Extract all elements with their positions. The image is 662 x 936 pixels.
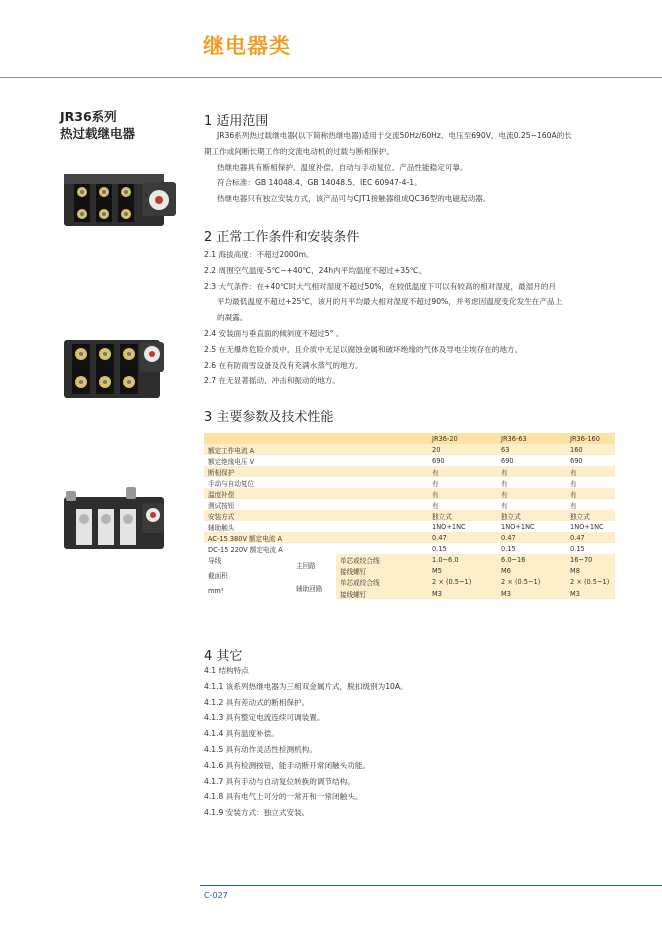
s2-line-4: 2.4 安装面与垂直面的倾斜度不超过5° 。 xyxy=(204,328,344,338)
section-3-title: 3 主要参数及技术性能 xyxy=(204,410,334,425)
section-1-body xyxy=(204,128,572,207)
row-label: 手动与自动复位 xyxy=(204,477,428,488)
table-row: 手动与自动复位 有 有 有 xyxy=(204,477,615,488)
s4-line-5: 4.1.5 具有动作灵活性检测机构。 xyxy=(204,744,317,754)
section-4-body xyxy=(204,663,408,821)
aux-circuit-label: 辅助回路 xyxy=(292,576,336,599)
table-row: 额定绝缘电压 V 690 690 690 xyxy=(204,455,615,466)
row-label: 额定工作电流 A xyxy=(204,444,428,455)
table-row: 温度补偿 有 有 有 xyxy=(204,488,615,499)
series-title-line2: 热过载继电器 xyxy=(60,126,136,141)
s2-line-3c: 的凝露。 xyxy=(217,313,248,323)
series-title-line1: JR36系列 xyxy=(60,109,117,124)
table-header-row xyxy=(204,433,615,444)
s2-line-1: 2.1 海拔高度：不超过2000m。 xyxy=(204,250,314,259)
s1-paragraph-1b: 期工作或间断长期工作的交流电动机的过载与断相保护。 xyxy=(204,146,394,156)
s2-line-5: 2.5 在无爆炸危险介质中，且介质中无足以腐蚀金属和破坏绝缘的气体及导电尘埃存在的地方。 xyxy=(204,344,523,354)
page-title: 继电器类 xyxy=(203,34,291,58)
section-2-title: 2 正常工作条件和安装条件 xyxy=(204,230,360,245)
section-1-title: 1 适用范围 xyxy=(204,114,269,129)
s4-line-6: 4.1.6 具有检测按钮，能手动断开常闭触头功能。 xyxy=(204,760,371,770)
row-label: 安装方式 xyxy=(204,510,428,521)
s2-line-3a: 2.3 大气条件：在+40℃时大气相对湿度不超过50%，在较低温度下可以有较高的相对湿度，最湿月的月 xyxy=(204,281,557,291)
table-row: 辅助回路 单芯或绞合线 2 × (0.5~1) 2 × (0.5~1) 2 × (0.5~1) xyxy=(204,576,615,588)
footer-divider xyxy=(200,885,662,886)
section-2-body xyxy=(204,247,562,389)
table-row: 断相保护 有 有 有 xyxy=(204,466,615,477)
relay-photo-jr36-160 xyxy=(62,487,180,557)
section-4-title: 4 其它 xyxy=(204,649,243,664)
row-label: 额定绝缘电压 V xyxy=(204,455,428,466)
s1-paragraph-3: 符合标准：GB 14048.4、GB 14048.5、IEC 60947-4-1。 xyxy=(217,178,422,188)
row-label: AC-15 380V 额定电流 A xyxy=(204,532,428,543)
wire-size-label: 导线 截面积 mm² xyxy=(204,554,292,599)
s2-line-2: 2.2 周围空气温度-5℃~+40℃，24h内平均温度不超过+35℃。 xyxy=(204,265,427,275)
row-label: 测试按钮 xyxy=(204,499,428,510)
col-header-jr36-63: JR36-63 xyxy=(497,433,566,444)
table-row: AC-15 380V 额定电流 A 0.47 0.47 0.47 xyxy=(204,532,615,543)
table-row: 导线 截面积 mm² 主回路 单芯或绞合线 1.0~6.0 6.0~16 16~70 xyxy=(204,554,615,565)
s4-line-8: 4.1.8 具有电气上可分的一常开和一常闭触头。 xyxy=(204,792,363,802)
s4-line-4: 4.1.4 具有温度补偿。 xyxy=(204,729,279,739)
table-row: 辅助触头 1NO+1NC 1NO+1NC 1NO+1NC xyxy=(204,521,615,532)
s4-line-9: 4.1.9 安装方式：独立式安装。 xyxy=(204,808,310,818)
main-circuit-label: 主回路 xyxy=(292,554,336,576)
relay-photo-jr36-63 xyxy=(62,334,180,402)
spec-table xyxy=(204,433,615,599)
s2-line-7: 2.7 在无显著摇动、冲击和振动的地方。 xyxy=(204,376,340,386)
relay-photo-jr36-20 xyxy=(62,170,180,230)
table-row: 测试按钮 有 有 有 xyxy=(204,499,615,510)
series-title xyxy=(60,108,135,142)
s4-line-7: 4.1.7 具有手动与自动复位转换的调节结构。 xyxy=(204,776,355,786)
s1-paragraph-2: 热继电器具有断相保护、温度补偿、自动与手动复位、产品性能稳定可靠。 xyxy=(217,162,468,172)
table-row: 接线螺钉 M3 M3 M3 xyxy=(204,588,615,599)
header-divider xyxy=(0,77,662,78)
s4-line-0: 4.1 结构特点 xyxy=(204,666,249,675)
table-row: DC-15 220V 额定电流 A 0.15 0.15 0.15 xyxy=(204,543,615,554)
s2-line-6: 2.6 在有防雨雪设备及没有充满水蒸气的地方。 xyxy=(204,360,363,370)
table-row: 额定工作电流 A 20 63 160 xyxy=(204,444,615,455)
table-row: 安装方式 独立式 独立式 独立式 xyxy=(204,510,615,521)
row-label: 断相保护 xyxy=(204,466,428,477)
table-row: 接线螺钉 M5 M6 M8 xyxy=(204,565,615,576)
s4-line-1: 4.1.1 该系列热继电器为三相双金属片式，脱扣级别为10A。 xyxy=(204,681,408,691)
row-label: DC-15 220V 额定电流 A xyxy=(204,543,428,554)
s1-paragraph-1a: JR36系列热过载继电器(以下简称热继电器)适用于交流50Hz/60Hz、电压至690V，电流0.25~160A的长 xyxy=(217,131,572,140)
row-label: 辅助触头 xyxy=(204,521,428,532)
col-header-jr36-20: JR36-20 xyxy=(428,433,497,444)
col-header-jr36-160: JR36-160 xyxy=(566,433,615,444)
s2-line-3b: 平均最低温度不超过+25℃，该月的月平均最大相对湿度不超过90%，并考虑因温度变化发生在产品上 xyxy=(217,297,563,307)
s1-paragraph-4: 热继电器只有独立安装方式，该产品可与CJT1接触器组成QC36型的电磁起动器。 xyxy=(217,194,491,204)
page-number: C-027 xyxy=(204,891,228,900)
row-label: 温度补偿 xyxy=(204,488,428,499)
s4-line-3: 4.1.3 具有整定电流连续可调装置。 xyxy=(204,713,325,723)
s4-line-2: 4.1.2 具有差动式的断相保护。 xyxy=(204,697,310,707)
